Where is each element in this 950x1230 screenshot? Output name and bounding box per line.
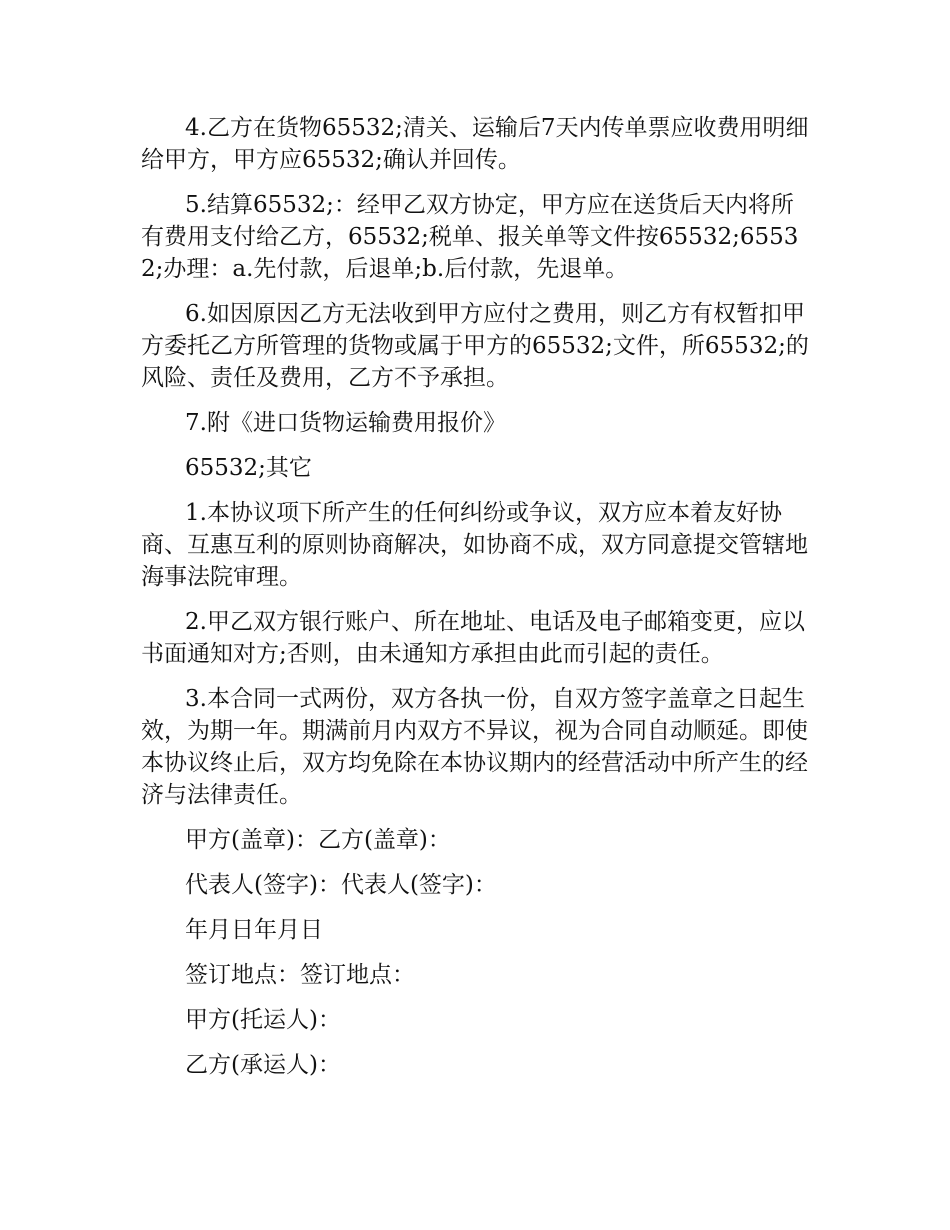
other-clause-2-notice: 2.甲乙双方银行账户、所在地址、电话及电子邮箱变更，应以书面通知对方;否则，由未通知方承担由此而引起的责任。 [141,609,805,667]
signature-date-line: 年月日年月日 [185,917,323,943]
document-body [141,112,811,1094]
clause-5-settlement: 5.结算65532;：经甲乙双方协定，甲方应在送货后天内将所有费用支付给乙方，65532;税单、报关单等文件按65532;65532;办理：a.先付款，后退单;b.后付款，先退单。 [141,192,799,282]
party-a-shipper-line: 甲方(托运人)： [185,1007,341,1033]
clause-7-attachment: 7.附《进口货物运输费用报价》 [185,410,506,436]
clause-6-lien: 6.如因原因乙方无法收到甲方应付之费用，则乙方有权暂扣甲方委托乙方所管理的货物或属于甲方的65532;文件，所65532;的风险、责任及费用，乙方不予承担。 [141,301,809,391]
signature-place-line: 签订地点：签订地点： [185,962,415,988]
other-clause-1-disputes: 1.本协议项下所产生的任何纠纷或争议，双方应本着友好协商、互惠互利的原则协商解决，如协商不成，双方同意提交管辖地海事法院审理。 [141,500,808,590]
other-clause-3-term: 3.本合同一式两份，双方各执一份，自双方签字盖章之日起生效，为期一年。期满前月内双方不异议，视为合同自动顺延。即使本协议终止后，双方均免除在本协议期内的经营活动中所产生的经济与法律责任。 [141,686,808,808]
signature-seal-line: 甲方(盖章)：乙方(盖章)： [185,827,451,853]
party-b-carrier-line: 乙方(承运人)： [185,1052,341,1078]
signature-representative-line: 代表人(签字)：代表人(签字)： [185,872,497,898]
section-heading-other: 65532;其它 [185,455,312,481]
clause-4-invoice-details: 4.乙方在货物65532;清关、运输后7天内传单票应收费用明细给甲方，甲方应65532;确认并回传。 [141,115,809,173]
